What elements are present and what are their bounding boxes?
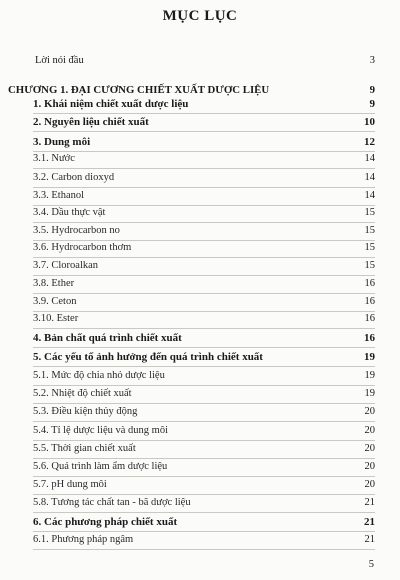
toc-entry xyxy=(0,188,400,204)
toc-entry-label: 3.9. Ceton xyxy=(33,296,77,307)
toc-entry-label: 3.8. Ether xyxy=(33,278,75,289)
toc-entry-page: 20 xyxy=(364,479,375,490)
toc-entry xyxy=(0,330,400,346)
toc-entry-label: 5. Các yếu tố ảnh hưởng đến quá trình chiết xuất xyxy=(33,351,263,363)
toc-entry xyxy=(0,240,400,256)
toc-entry-page: 20 xyxy=(364,406,375,417)
toc-entry-page: 21 xyxy=(364,534,375,545)
toc-entry xyxy=(0,514,400,530)
toc-entry-page: 19 xyxy=(364,388,375,399)
toc-entry-page: 16 xyxy=(364,296,375,307)
entry-rule xyxy=(33,421,375,422)
toc-entry xyxy=(0,311,400,327)
toc-entry xyxy=(0,532,400,548)
toc-entry-label: 6.1. Phương pháp ngâm xyxy=(33,534,134,545)
toc-entry-label: 3.3. Ethanol xyxy=(33,190,85,201)
toc-entry-page: 21 xyxy=(364,516,375,528)
toc-entry xyxy=(0,223,400,239)
toc-entry-page: 9 xyxy=(369,98,375,110)
toc-entry-page: 14 xyxy=(364,153,375,164)
toc-entry-page: 21 xyxy=(364,497,375,508)
toc-entry xyxy=(0,423,400,439)
toc-entry xyxy=(0,53,400,69)
page-number: 5 xyxy=(368,559,374,570)
toc-entry-page: 15 xyxy=(364,207,375,218)
toc-entry-label: 5.2. Nhiệt độ chiết xuất xyxy=(33,388,132,399)
toc-entry xyxy=(0,441,400,457)
toc-entry-page: 14 xyxy=(364,190,375,201)
toc-entry-page: 3 xyxy=(369,55,375,66)
toc-entry-page: 15 xyxy=(364,242,375,253)
toc-entry-label: 3.2. Carbon dioxyd xyxy=(33,172,115,183)
entry-rule xyxy=(33,347,375,348)
toc-entry xyxy=(0,459,400,475)
toc-entry xyxy=(0,114,400,130)
entry-rule xyxy=(33,131,375,132)
toc-entry-label: 4. Bản chất quá trình chiết xuất xyxy=(33,332,182,344)
toc-entry-page: 9 xyxy=(369,84,375,96)
toc-entry xyxy=(0,368,400,384)
toc-entry-label: 3.10. Ester xyxy=(33,313,79,324)
toc-entry-page: 19 xyxy=(364,370,375,381)
toc-entry-page: 15 xyxy=(364,260,375,271)
toc-entry xyxy=(0,134,400,150)
toc-entry-page: 20 xyxy=(364,425,375,436)
toc-entry-label: 1. Khái niệm chiết xuất dược liệu xyxy=(33,98,189,110)
toc-entry-page: 16 xyxy=(364,332,375,344)
toc-entry xyxy=(0,294,400,310)
toc-entry-label: 5.7. pH dung môi xyxy=(33,479,107,490)
toc-entry-label: 3.5. Hydrocarbon no xyxy=(33,225,120,236)
toc-entry-label: 5.3. Điều kiện thủy động xyxy=(33,406,138,417)
toc-entry-page: 14 xyxy=(364,172,375,183)
toc-entry-label: Lời nói đầu xyxy=(35,55,84,66)
entry-rule xyxy=(33,168,375,169)
entry-rule xyxy=(33,512,375,513)
toc-entry-page: 16 xyxy=(364,278,375,289)
entry-rule xyxy=(33,328,375,329)
toc-entry xyxy=(0,276,400,292)
toc-entry-label: 3. Dung môi xyxy=(33,136,91,148)
toc-entry-page: 16 xyxy=(364,313,375,324)
page-title: MỤC LỤC xyxy=(162,8,238,24)
toc-entry xyxy=(0,477,400,493)
toc-entry xyxy=(0,495,400,511)
toc-entry-label: 6. Các phương pháp chiết xuất xyxy=(33,516,178,528)
toc-entry-page: 20 xyxy=(364,461,375,472)
toc-entry-label: 2. Nguyên liệu chiết xuất xyxy=(33,116,149,128)
toc-entry-label: 3.7. Cloroalkan xyxy=(33,260,99,271)
toc-entry-page: 19 xyxy=(364,351,375,363)
toc-entry-label: 5.4. Tỉ lệ dược liệu và dung môi xyxy=(33,425,168,436)
toc-entry-label: 5.8. Tương tác chất tan - bã dược liệu xyxy=(33,497,191,508)
toc-entry-label: 5.5. Thời gian chiết xuất xyxy=(33,443,136,454)
toc-entry-page: 12 xyxy=(364,136,375,148)
toc-entry-page: 15 xyxy=(364,225,375,236)
toc-entry-label: 3.4. Dầu thực vật xyxy=(33,207,106,218)
toc-entry xyxy=(0,258,400,274)
toc-entry-label: CHƯƠNG 1. ĐẠI CƯƠNG CHIẾT XUẤT DƯỢC LIỆU xyxy=(8,84,270,96)
entry-rule xyxy=(33,549,375,550)
toc-entry xyxy=(0,96,400,112)
toc-entry-label: 5.6. Quá trình làm ẩm dược liệu xyxy=(33,461,168,472)
toc-entry-label: 3.1. Nước xyxy=(33,153,75,164)
toc-entry-page: 10 xyxy=(364,116,375,128)
toc-entry-label: 3.6. Hydrocarbon thơm xyxy=(33,242,132,253)
toc-entry xyxy=(0,404,400,420)
toc-entry xyxy=(0,386,400,402)
toc-entry xyxy=(0,349,400,365)
toc-entry xyxy=(0,170,400,186)
toc-entry-page: 20 xyxy=(364,443,375,454)
toc-entry xyxy=(0,151,400,167)
toc-entry-label: 5.1. Mức độ chia nhỏ dược liệu xyxy=(33,370,165,381)
entry-rule xyxy=(33,366,375,367)
toc-entry xyxy=(0,205,400,221)
